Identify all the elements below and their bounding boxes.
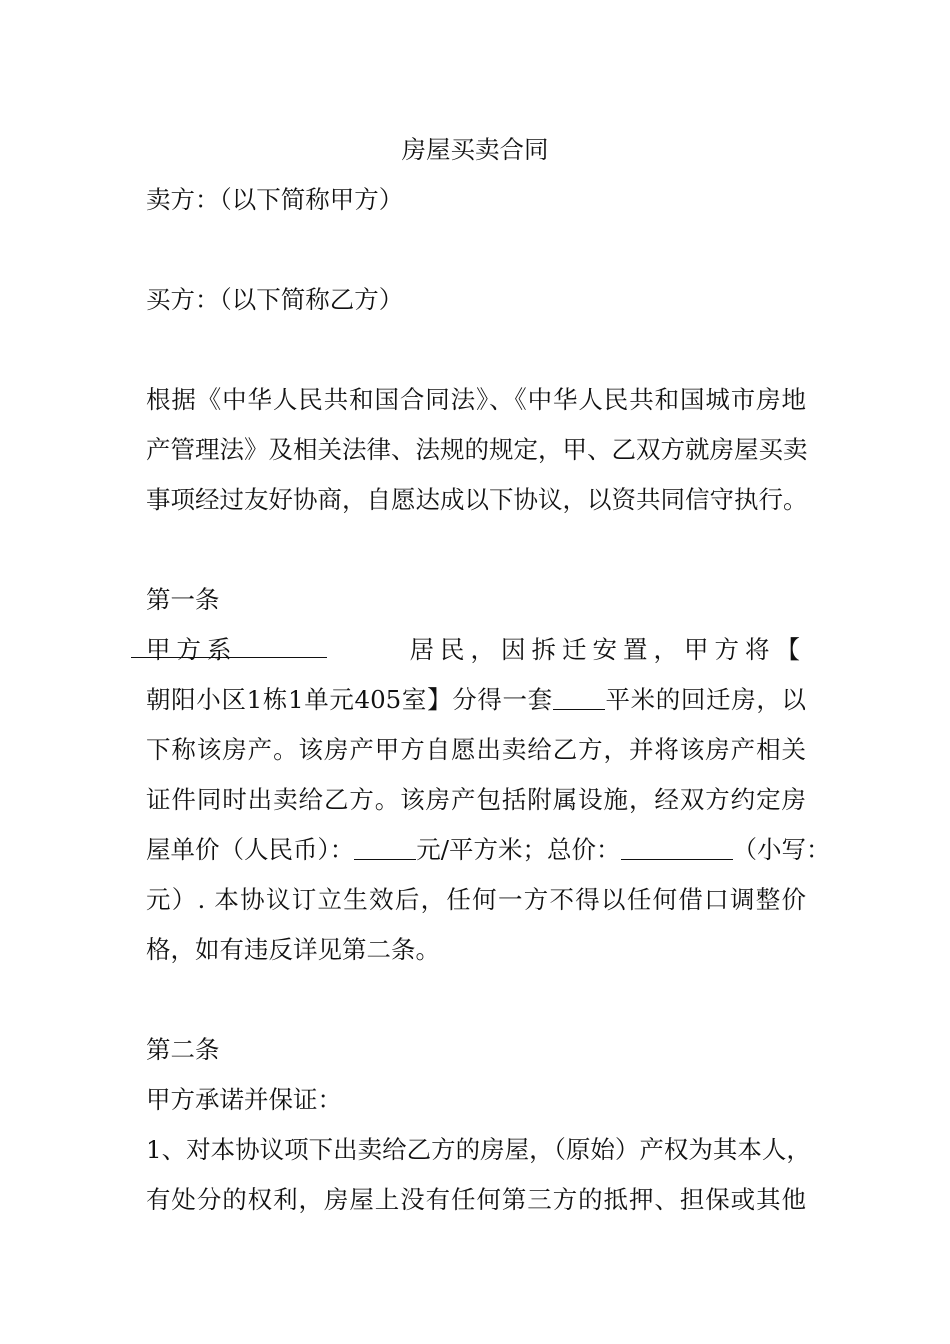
article-2-heading: 第二条 [146,1035,220,1064]
total-price-blank [621,835,733,860]
article-1-line-3: 下称该房产。该房产甲方自愿出卖给乙方，并将该房产相关 [146,735,806,764]
preamble-line-2: 产管理法》及相关法律、法规的规定，甲、乙双方就房屋买卖 [146,435,808,464]
article-1-line-7: 格，如有违反详见第二条。 [146,935,440,964]
article-2-item-1-line-1: 1、对本协议项下出卖给乙方的房屋，（原始）产权为其本人， [146,1135,811,1164]
document-title: 房屋买卖合同 [401,135,549,164]
article-1-line-5 [146,833,831,867]
article-1-text: 居民，因拆迁安置，甲方将【 [409,635,806,664]
residence-blank [131,633,327,658]
buyer-line: 买方：（以下简称乙方） [146,285,404,314]
article-1-line-4: 证件同时出卖给乙方。该房产包括附属设施，经双方约定房 [146,785,806,814]
area-blank [553,685,605,710]
article-1-line-6: 元）. 本协议订立生效后，任何一方不得以任何借口调整价 [146,885,806,914]
article-1-text: 朝阳小区1栋1单元405室】分得一套 [146,685,553,714]
article-1-text: 屋单价（人民币）： [146,835,355,864]
article-1-text: 平米的回迁房，以 [604,685,806,714]
preamble-line-3: 事项经过友好协商，自愿达成以下协议，以资共同信守执行。 [146,485,808,514]
article-1-text: 甲方系 [146,635,238,664]
preamble-line-1: 根据《中华人民共和国合同法》、《中华人民共和国城市房地 [146,385,806,414]
article-1-text: 元/平方米；总价： [416,835,621,864]
unit-price-blank [354,835,416,860]
seller-line: 卖方：（以下简称甲方） [146,185,404,214]
article-2-item-1-line-2: 有处分的权利，房屋上没有任何第三方的抵押、担保或其他 [146,1185,806,1214]
article-1-text: （小写： [732,835,831,864]
article-1-heading: 第一条 [146,585,220,614]
article-1-line-1 [146,633,806,667]
article-1-line-2 [146,683,806,717]
article-2-intro: 甲方承诺并保证： [146,1085,342,1114]
